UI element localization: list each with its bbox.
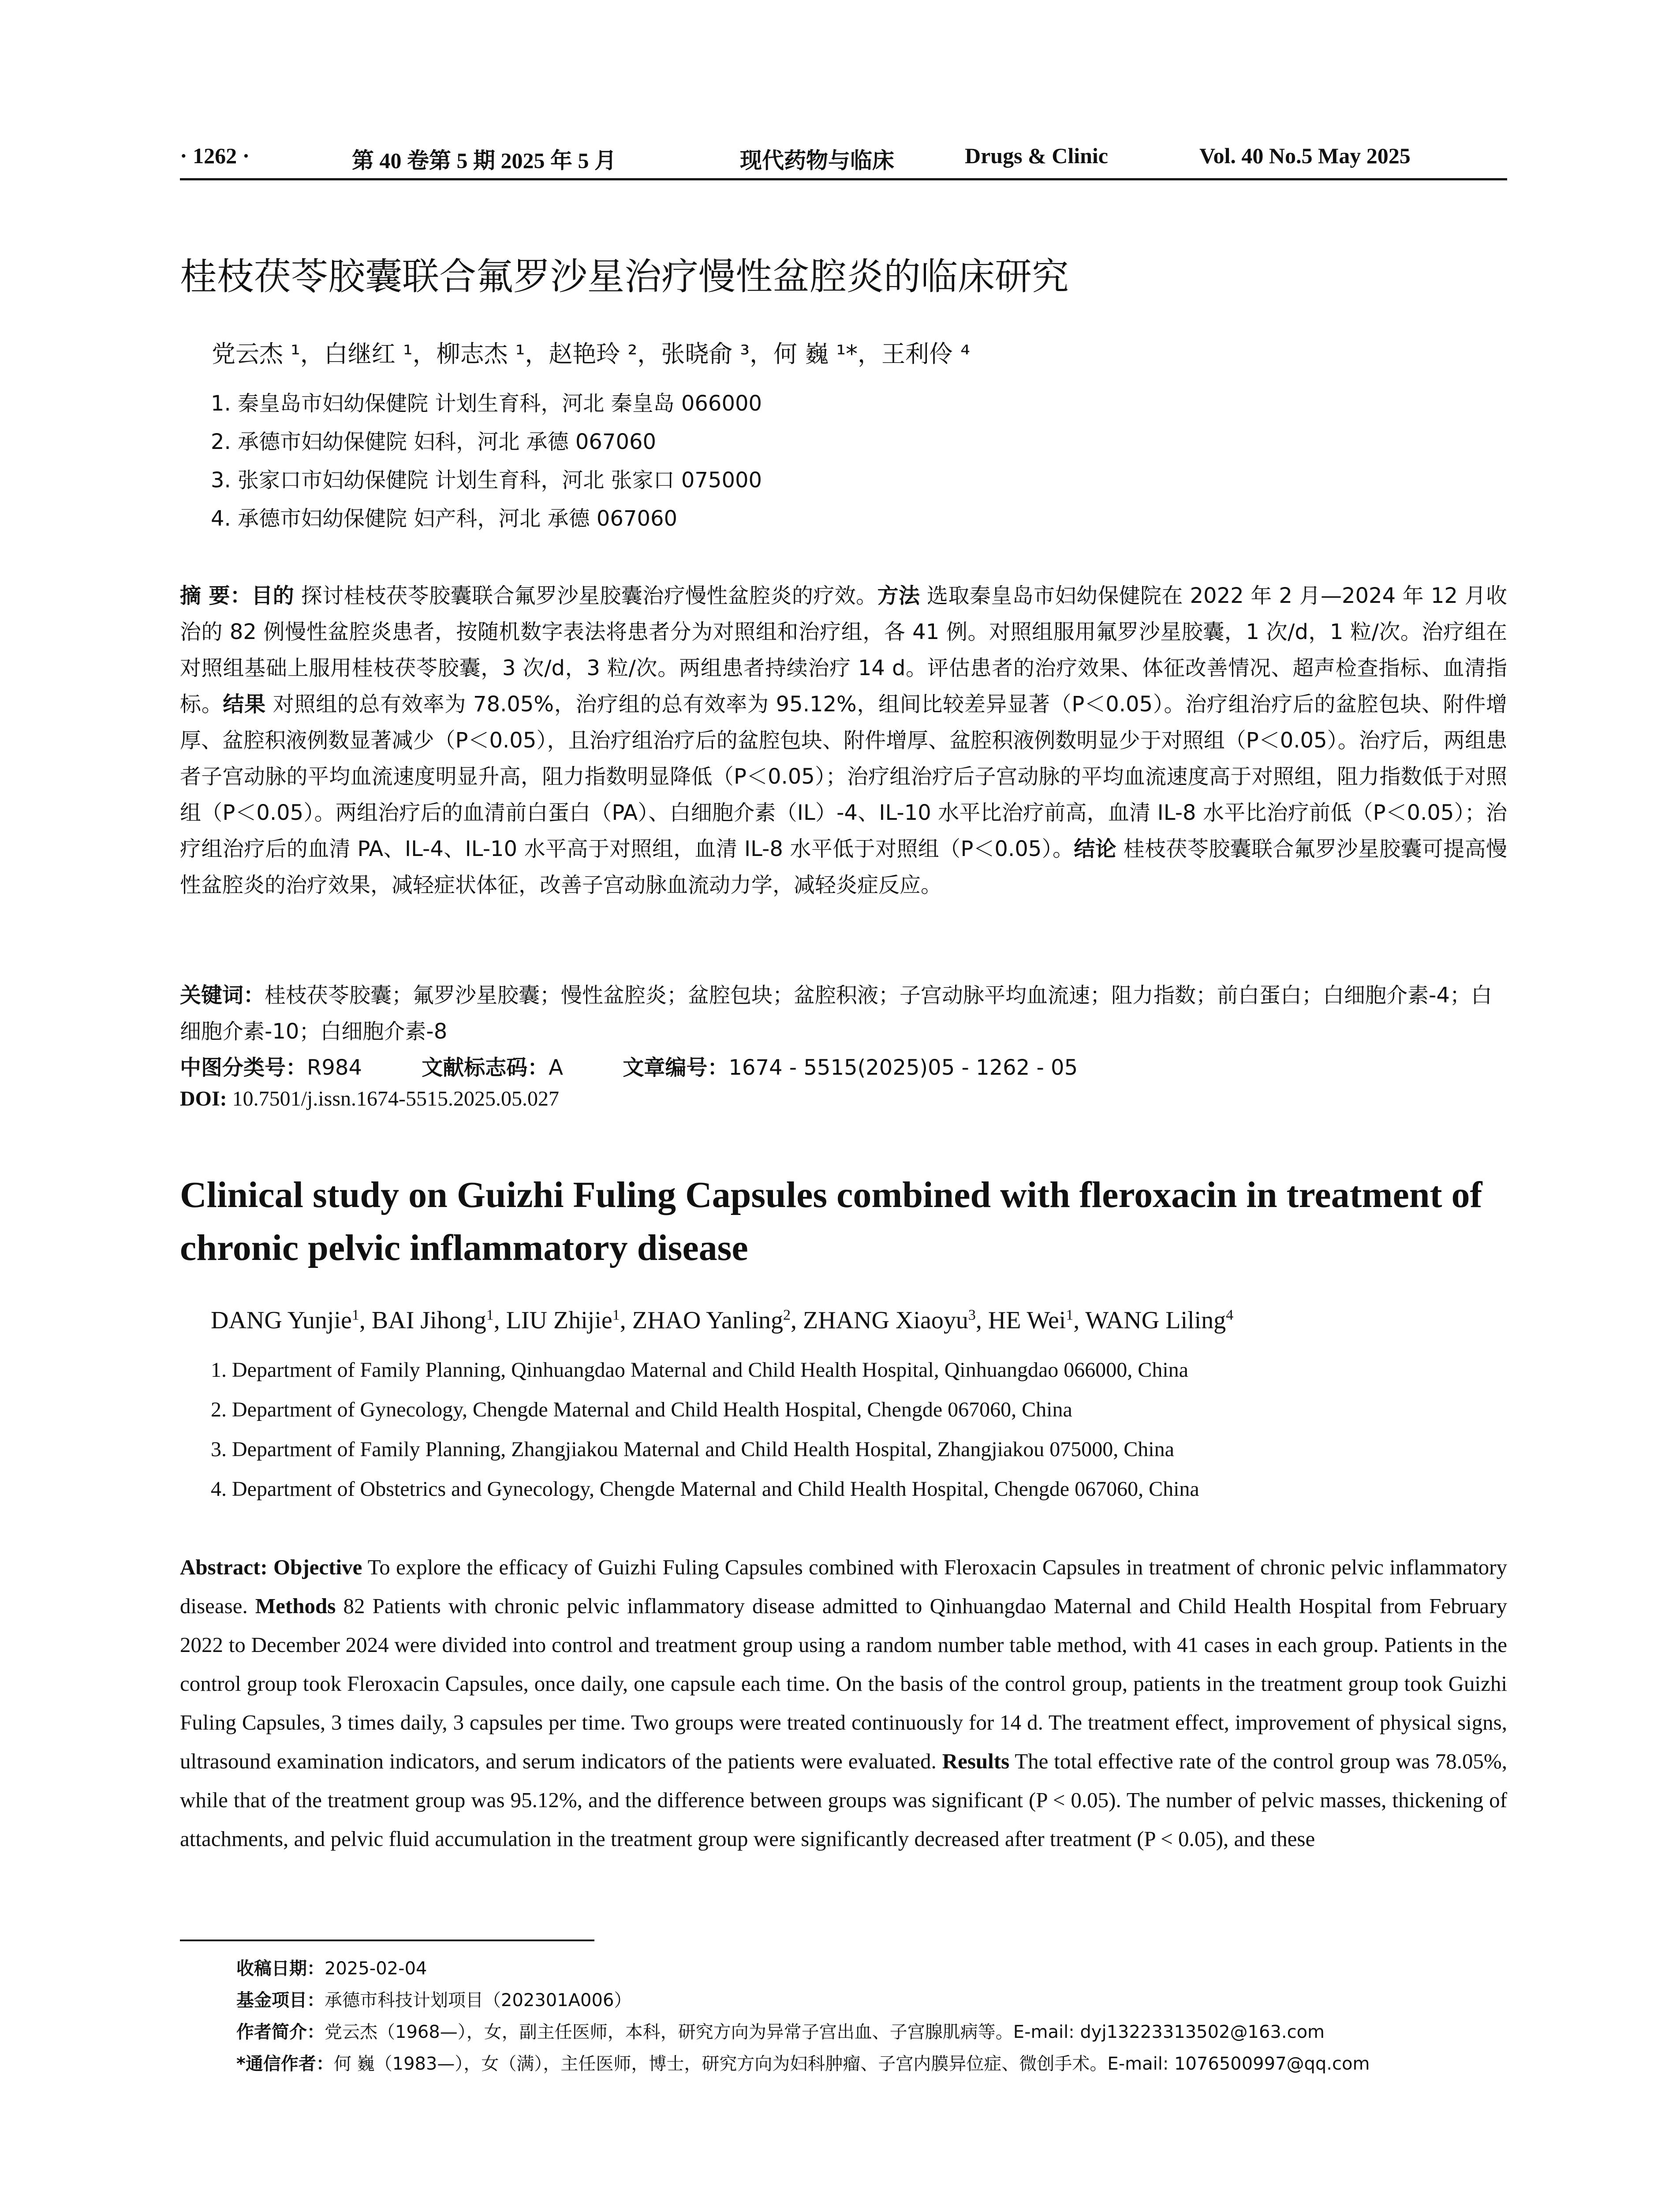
affiliation-en-3: 3. Department of Family Planning, Zhangjiakou Maternal and Child Health Hospital, Zhangjiakou 075000, China: [211, 1438, 1174, 1461]
results-label-en: Results: [942, 1749, 1010, 1773]
article-title-cn: 桂枝茯苓胶囊联合氟罗沙星治疗慢性盆腔炎的临床研究: [180, 255, 1069, 298]
journal-name-cn: 现代药物与临床: [740, 148, 894, 173]
affiliations-en: [211, 1350, 1199, 1509]
author-en-3: LIU Zhijie$^1$,: [506, 1307, 632, 1334]
methods-label-en: Methods: [255, 1594, 336, 1618]
journal-name-en: Drugs & Clinic: [965, 143, 1108, 168]
affiliation-en-2: 2. Department of Gynecology, Chengde Maternal and Child Health Hospital, Chengde 067060, China: [211, 1398, 1072, 1421]
affiliation-cn-2: 2. 承德市妇幼保健院 妇科，河北 承德 067060: [211, 430, 657, 454]
page-number: · 1262 ·: [180, 143, 250, 168]
running-header: [180, 138, 1507, 180]
affiliations-cn: [211, 385, 762, 538]
footnote-corresponding: *通信作者：何 巍（1983—），女（满），主任医师，博士，研究方向为妇科肿瘤、子宫内膜异位症、微创手术。E-mail: 1076500997@qq.com: [236, 2054, 1370, 2074]
keywords-cn: [180, 977, 1507, 1050]
author-en-1: DANG Yunjie$^1$,: [211, 1307, 372, 1334]
affiliation-cn-1: 1. 秦皇岛市妇幼保健院 计划生育科，河北 秦皇岛 066000: [211, 391, 762, 416]
footnote-author-bio: 作者简介：党云杰（1968—），女，副主任医师，本科，研究方向为异常子宫出血、子宫腺肌病等。E-mail: dyj13223313502@163.com: [236, 2022, 1325, 2042]
author-en-5: ZHANG Xiaoyu$^3$,: [803, 1307, 988, 1334]
volume-en: Vol. 40 No.5 May 2025: [1199, 143, 1411, 168]
abstract-en: [180, 1548, 1507, 1858]
results-text-cn: 对照组的总有效率为 78.05%，治疗组的总有效率为 95.12%，组间比较差异显著（P＜0.05）。治疗组治疗后的盆腔包块、附件增厚、盆腔积液例数显著减少（P＜0.05），且治疗组治疗后的盆腔包块、附件增厚、盆腔积液例数明显少于对照组（P＜0.05）。治疗后，两组患者子宫动脉的平均血流速度明显升高，阻力指数明显降低（P＜0.05）；治疗组治疗后子宫动脉的平均血流速度高于对照组，阻力指数低于对照组（P＜0.05）。两组治疗后的血清前白蛋白（PA）、白细胞介素（IL）-4、IL-10 水平比治疗前高，血清 IL-8 水平比治疗前低（P＜0.05）；治疗组治疗后的血清 PA、IL-4、IL-10 水平高于对照组，血清 IL-8 水平低于对照组（P＜0.05）。: [180, 692, 1507, 861]
abstract-en-label: Abstract: Objective: [180, 1555, 362, 1579]
methods-text-en: 82 Patients with chronic pelvic inflammatory disease admitted to Qinhuangdao Maternal and Child Health Hospital from February 2022 to December 2024 were divided into control and treatment group using a random number table method, with 41 cases in each group. Patients in the control group took Fleroxacin Capsules, once daily, one capsule each time. On the basis of the control group, patients in the treatment group took Guizhi Fuling Capsules, 3 times daily, 3 capsules per time. Two groups were treated continuously for 14 d. The treatment effect, improvement of physical signs, ultrasound examination indicators, and serum indicators of the patients were evaluated.: [180, 1594, 1507, 1773]
author-en-6: HE Wei$^1$,: [988, 1307, 1086, 1334]
conclusion-label-cn: 结论: [1074, 837, 1117, 861]
footnote-received: 收稿日期：2025-02-04: [236, 1958, 427, 1979]
article-no-label: 文章编号：: [623, 1055, 729, 1080]
results-text-en: The total effective rate of the control group was 78.05%, while that of the treatment group was 95.12%, and the difference between groups was significant (P < 0.05). The number of pelvic masses, thickening of attachments, and pelvic fluid accumulation in the treatment group were significantly decreased after treatment (P < 0.05), and these: [180, 1749, 1507, 1851]
methods-label-cn: 方法: [877, 583, 920, 608]
article-title-en: Clinical study on Guizhi Fuling Capsules combined with fleroxacin in treatment of chronic pelvic inflammatory disease: [180, 1174, 1482, 1268]
methods-text-cn: 选取秦皇岛市妇幼保健院在 2022 年 2 月—2024 年 12 月收治的 82 例慢性盆腔炎患者，按随机数字表法将患者分为对照组和治疗组，各 41 例。对照组服用氟罗沙星胶囊，1 次/d，1 粒/次。治疗组在对照组基础上服用桂枝茯苓胶囊，3 次/d，3 粒/次。两组患者持续治疗 14 d。评估患者的治疗效果、体征改善情况、超声检查指标、血清指标。: [180, 583, 1507, 717]
abstract-cn: [180, 578, 1507, 903]
doc-code-label: 文献标志码：: [422, 1055, 549, 1080]
classification-line: [180, 1050, 1507, 1081]
affiliation-en-1: 1. Department of Family Planning, Qinhuangdao Maternal and Child Health Hospital, Qinhuangdao 066000, China: [211, 1358, 1188, 1382]
doi-label: DOI:: [180, 1087, 227, 1110]
author-en-4: ZHAO Yanling$^2$,: [632, 1307, 803, 1334]
authors-cn: 党云杰 ¹，白继红 ¹，柳志杰 ¹，赵艳玲 ²，张晓俞 ³，何 巍 ¹*，王利伶 ⁴: [212, 340, 970, 368]
affiliation-cn-3: 3. 张家口市妇幼保健院 计划生育科，河北 张家口 075000: [211, 468, 762, 493]
conclusion-text-cn: 桂枝茯苓胶囊联合氟罗沙星胶囊可提高慢性盆腔炎的治疗效果，减轻症状体征，改善子宫动脉血流动力学，减轻炎症反应。: [180, 837, 1507, 897]
doi-line: [180, 1087, 559, 1111]
keywords-label: 关键词：: [180, 983, 265, 1008]
footnote-funding: 基金项目：承德市科技计划项目（202301A006）: [236, 1990, 632, 2011]
objective-text-en: To explore the efficacy of Guizhi Fuling Capsules combined with Fleroxacin Capsules in treatment of chronic pelvic inflammatory disease.: [180, 1555, 1508, 1618]
issue-cn: 第 40 卷第 5 期 2025 年 5 月: [352, 148, 616, 173]
keywords-text: 桂枝茯苓胶囊；氟罗沙星胶囊；慢性盆腔炎；盆腔包块；盆腔积液；子宫动脉平均血流速；阻力指数；前白蛋白；白细胞介素-4；白细胞介素-10；白细胞介素-8: [180, 983, 1492, 1044]
clc-label: 中图分类号：: [180, 1055, 307, 1080]
authors-en: [211, 1306, 1233, 1334]
results-label-cn: 结果: [223, 692, 266, 717]
affiliation-cn-4: 4. 承德市妇幼保健院 妇产科，河北 承德 067060: [211, 506, 678, 531]
affiliation-en-4: 4. Department of Obstetrics and Gynecology, Chengde Maternal and Child Health Hospital, Chengde 067060, China: [211, 1477, 1199, 1501]
abstract-cn-label: 摘 要：: [180, 583, 252, 608]
article-no-value: 1674 - 5515(2025)05 - 1262 - 05: [728, 1055, 1078, 1080]
doc-code-value: A: [549, 1055, 564, 1080]
objective-text-cn: 探讨桂枝茯苓胶囊联合氟罗沙星胶囊治疗慢性盆腔炎的疗效。: [294, 583, 877, 608]
footnotes: [236, 1953, 1370, 2080]
author-en-2: BAI Jihong$^1$,: [371, 1307, 506, 1334]
author-en-7: WANG Liling$^4$: [1085, 1307, 1234, 1334]
footnote-divider: [180, 1940, 594, 1941]
clc-value: R984: [307, 1055, 362, 1080]
objective-label-cn: 目的: [251, 583, 295, 608]
doi-value[interactable]: 10.7501/j.issn.1674-5515.2025.05.027: [227, 1087, 560, 1110]
